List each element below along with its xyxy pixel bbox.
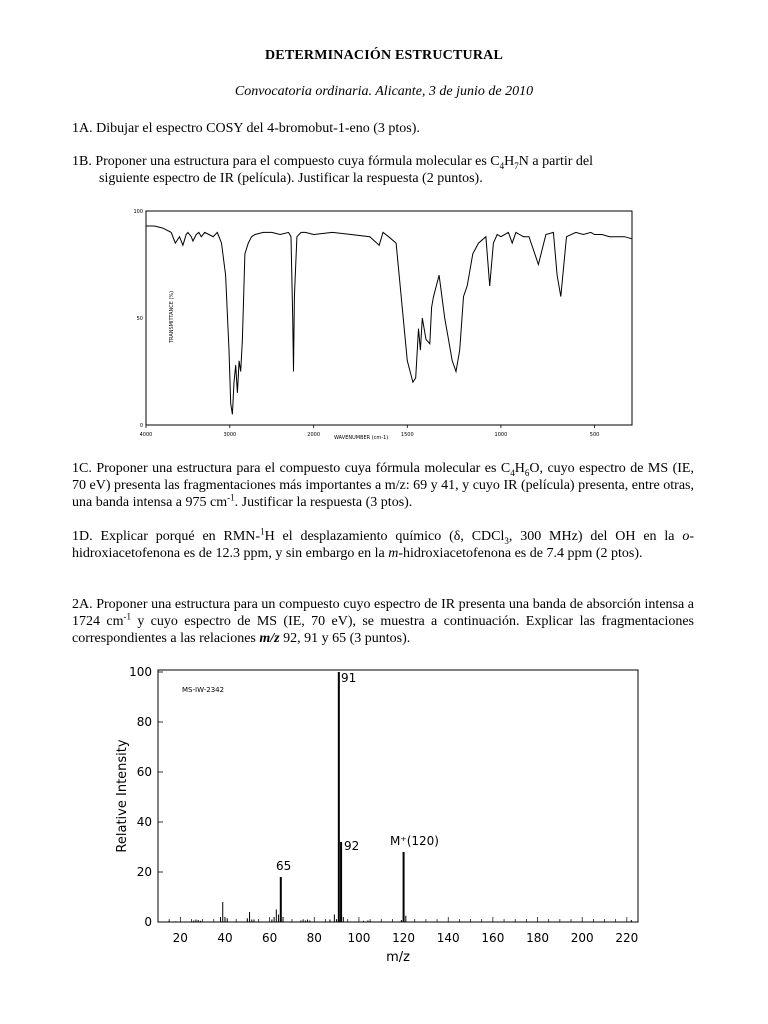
mz-symbol: m/z (259, 631, 280, 646)
ms-y-tick-label: 80 (136, 715, 152, 729)
subscript: 7 (514, 160, 519, 171)
ms-label-65: 65 (276, 859, 292, 873)
ir-y-tick-label: 0 (139, 423, 143, 429)
subscript: 4 (499, 160, 505, 171)
question-text: Proponer una estructura para el compuesto cuya fórmula molecular es C (95, 154, 500, 169)
question-2a (72, 596, 694, 647)
question-text: Explicar porqué en RMN- (100, 529, 261, 544)
question-1b (72, 153, 694, 187)
ir-x-tick-label: 1500 (400, 432, 414, 438)
superscript: -1 (123, 611, 131, 622)
ms-y-tick-label: 20 (136, 865, 152, 879)
ms-y-tick-label: 60 (136, 765, 152, 779)
ir-x-label: WAVENUMBER (cm-1) (334, 435, 389, 441)
question-text: Proponer una estructura para el compuesto cuya fórmula molecular es C (96, 461, 511, 476)
question-1c (72, 460, 694, 511)
question-text: Proponer una estructura para un compuesto cuyo espectro de IR presenta una banda de absorción intensa a 1724 cm (72, 597, 694, 629)
ms-x-tick-label: 200 (570, 931, 594, 945)
ms-x-tick-label: 40 (217, 931, 233, 945)
ms-spectrum-id: MS-IW-2342 (182, 686, 225, 694)
question-text: H (514, 461, 525, 476)
ir-x-tick-label: 3000 (223, 432, 237, 438)
ms-y-label: Relative Intensity (115, 739, 130, 853)
ir-y-tick-label: 100 (133, 209, 143, 215)
question-text: . Justificar la respuesta (3 ptos). (234, 495, 413, 510)
question-text: , 300 MHz) del OH en la (508, 529, 683, 544)
question-text: N a partir del (518, 154, 594, 169)
question-1a (72, 120, 694, 137)
italic-prefix: o (682, 529, 690, 544)
ms-y-tick-label: 40 (136, 815, 152, 829)
question-text: O, cuyo espectro de MS (IE, 70 eV) presenta las fragmentaciones más importantes a m/z: 69 y 41, y cuyo IR (película) presenta, entre otras, una banda intensa a 975 cm (72, 461, 694, 510)
ms-x-tick-label: 60 (261, 931, 278, 945)
ms-label-91: 91 (341, 671, 357, 685)
ir-x-tick-label: 4000 (139, 432, 153, 438)
question-label: 1A. (72, 121, 93, 136)
ms-x-tick-label: 120 (392, 931, 416, 945)
subscript: 6 (524, 467, 530, 478)
ms-spectrum-chart (108, 664, 648, 972)
ms-x-tick-label: 80 (306, 931, 322, 945)
ms-x-tick-label: 140 (436, 931, 460, 945)
question-label: 2A. (72, 597, 93, 612)
ir-y-tick-label: 50 (136, 316, 143, 322)
question-label: 1B. (72, 154, 92, 169)
question-label: 1D. (72, 529, 93, 544)
ir-plot-frame (146, 211, 632, 425)
ms-y-tick-label: 100 (129, 665, 152, 679)
ms-label-92: 92 (344, 839, 360, 853)
question-text: -hidroxiacetofenona es de 7.4 ppm (2 ptos). (398, 546, 643, 561)
question-text: y cuyo espectro de MS (IE, 70 eV), se muestra a continuación. Explicar las fragmentaciones correspondientes a las relaciones (72, 614, 694, 646)
question-text: 92, 91 y 65 (3 puntos). (279, 631, 411, 646)
question-1d (72, 528, 694, 562)
page-title: DETERMINACIÓN ESTRUCTURAL (265, 48, 503, 63)
italic-prefix: m (388, 546, 399, 561)
ir-x-tick-label: 1000 (494, 432, 508, 438)
superscript: -1 (227, 492, 235, 503)
ms-x-label: m/z (386, 950, 410, 965)
question-text: siguiente espectro de IR (película). Justificar la respuesta (2 puntos). (99, 171, 483, 186)
exam-session: Convocatoria ordinaria. Alicante, 3 de junio de 2010 (234, 84, 534, 99)
ms-x-tick-label: 180 (526, 931, 549, 945)
ir-x-tick-label: 2000 (307, 432, 321, 438)
ir-x-tick-label: 500 (589, 432, 600, 438)
ms-plot-frame (158, 670, 638, 922)
question-text: H el desplazamiento químico (δ, CDCl (264, 529, 505, 544)
ir-trace-line (146, 226, 632, 414)
question-text: -hidroxiacetofenona es de 12.3 ppm, y sin embargo en la (72, 529, 695, 561)
superscript: 1 (260, 526, 265, 537)
ms-x-tick-label: 100 (347, 931, 371, 945)
ms-y-tick-label: 0 (144, 915, 152, 929)
subscript: 4 (510, 467, 515, 478)
question-text: Dibujar el espectro COSY del 4-bromobut-1-eno (3 ptos). (96, 121, 420, 136)
ms-label-molecular-ion: M⁺(120) (390, 834, 439, 848)
question-text: H (504, 154, 515, 169)
ms-x-tick-label: 20 (172, 931, 188, 945)
ms-x-tick-label: 160 (481, 931, 505, 945)
ms-x-tick-label: 220 (615, 931, 639, 945)
subscript: 3 (504, 535, 509, 546)
question-label: 1C. (72, 461, 92, 476)
ir-y-label: TRANSMITTANCE (%) (169, 290, 175, 343)
ir-spectrum-chart (122, 203, 642, 443)
